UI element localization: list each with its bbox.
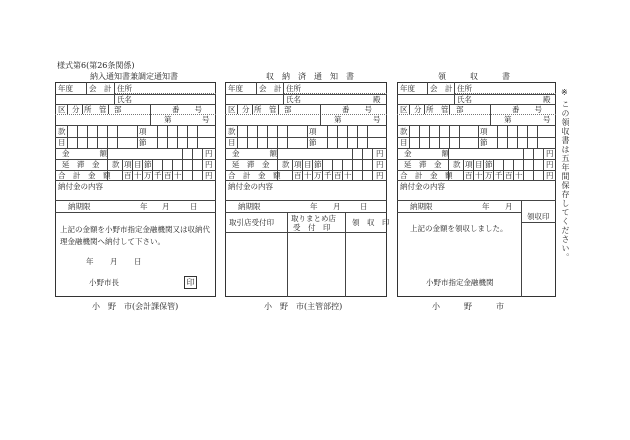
notice-mark: ※ [561,88,568,97]
form-footer: 小 野 市 [432,302,504,311]
form-number: 様式第6(第26条関係) [57,61,135,70]
notice-text: この領収書は五年間保存してください。 [561,100,570,262]
form-title: 領 収 書 [438,72,510,81]
receipt-seal-label: 領 収 印 [352,218,390,227]
form-title: 納入通知書兼調定通知書 [90,72,178,81]
receipt-message: 上記の金額を領収しました。 [410,224,508,233]
receipt-seal-label: 領収印 [527,212,550,221]
designated-bank: 小野市指定金融機関 [426,278,494,287]
form-title: 収 納 済 通 知 書 [266,72,354,81]
official-seal: 印 [184,276,197,289]
mayor-name: 小野市長 [89,278,119,287]
form-footer: 小 野 市(会計課保管) [92,302,179,311]
form-footer: 小 野 市(主管部控) [264,302,343,311]
payment-instruction: 上記の金額を小野市指定金融機関又は収納代理金融機関へ納付して下さい。 [60,225,210,246]
receiving-branch-stamp-label: 取引店受付印 [229,218,274,227]
